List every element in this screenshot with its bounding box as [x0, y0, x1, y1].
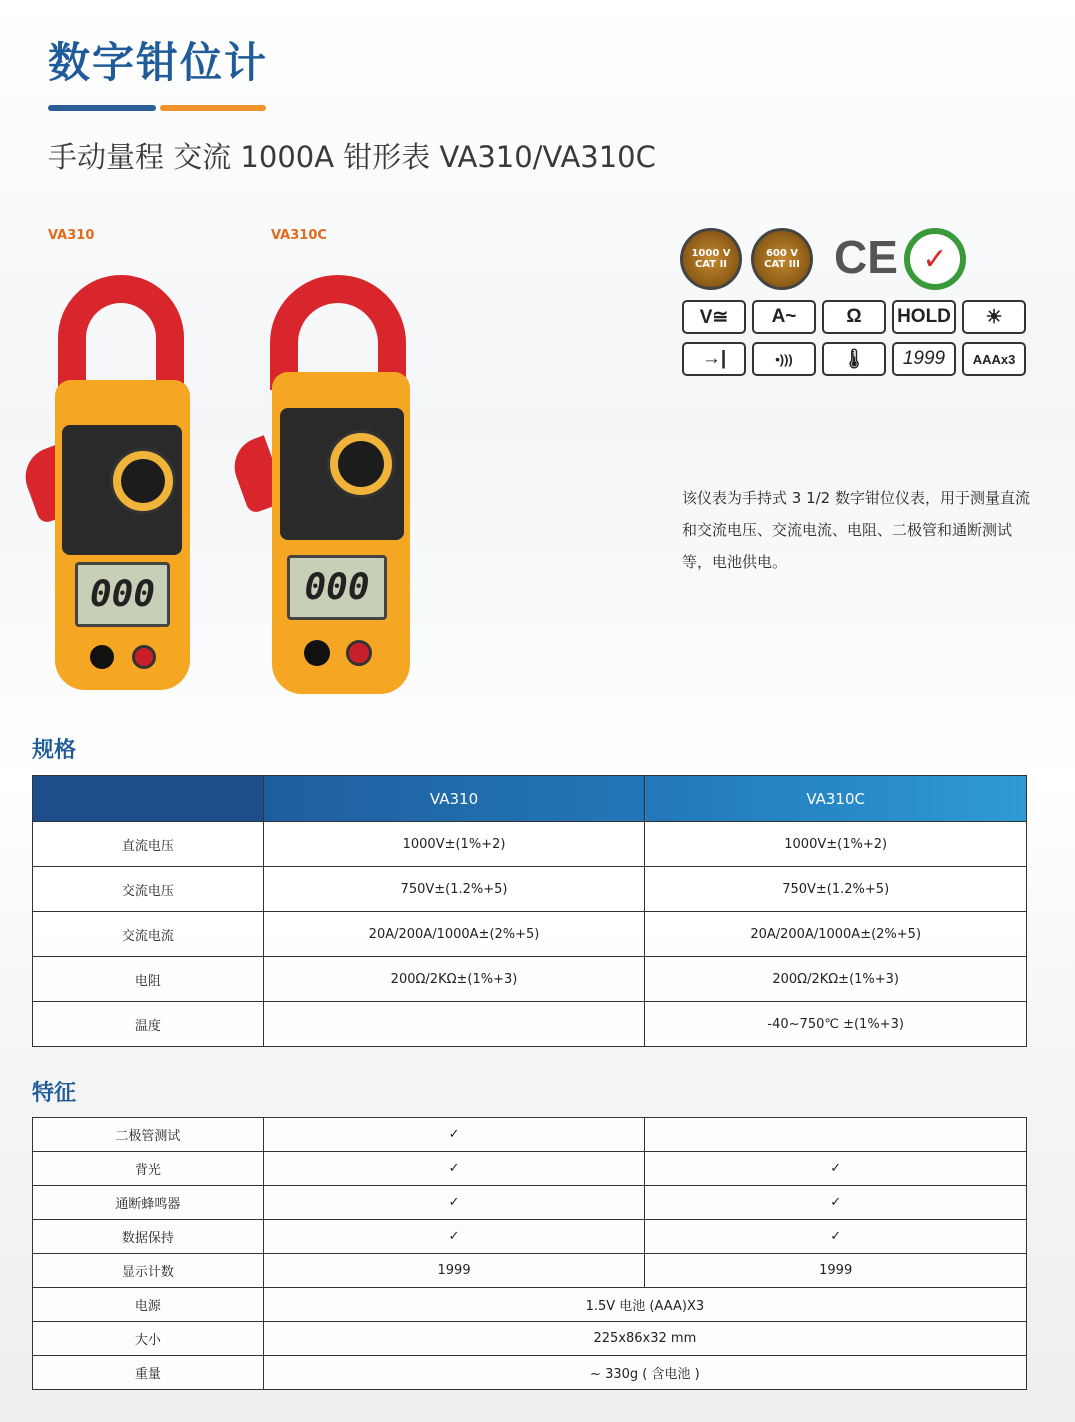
cell-va310c: ✓	[645, 1186, 1027, 1220]
battery-icon: AAAx3	[962, 342, 1026, 376]
cell-va310: 200Ω/2KΩ±(1%+3)	[263, 957, 645, 1002]
lcd-display: 000	[75, 562, 170, 627]
backlight-icon: ☀	[962, 300, 1026, 334]
cell-va310c: ✓	[645, 1220, 1027, 1254]
cell-shared: 1.5V 电池 (AAA)X3	[263, 1288, 1026, 1322]
safety-cat3-badge: 600 V CAT III	[751, 228, 813, 290]
safety-cat2-badge: 1000 V CAT II	[680, 228, 742, 290]
cell-va310: 1000V±(1%+2)	[263, 822, 645, 867]
diode-icon: →|	[682, 342, 746, 376]
features-heading: 特征	[32, 1081, 77, 1106]
product-image-va310c	[232, 270, 432, 700]
cell-va310: 750V±(1.2%+5)	[263, 867, 645, 912]
cell-va310c: 1000V±(1%+2)	[645, 822, 1027, 867]
row-label: 数据保持	[33, 1220, 264, 1254]
row-label: 显示计数	[33, 1254, 264, 1288]
dc-voltage-icon: V≅	[682, 300, 746, 334]
table-row	[33, 822, 1027, 867]
cell-va310c: 20A/200A/1000A±(2%+5)	[645, 912, 1027, 957]
cell-va310: ✓	[263, 1152, 645, 1186]
table-row	[33, 1152, 1027, 1186]
specs-table	[32, 775, 1027, 1047]
ac-current-icon: A~	[752, 300, 816, 334]
resistance-icon: Ω	[822, 300, 886, 334]
table-header-row	[33, 776, 1027, 822]
cell-va310c: 1999	[645, 1254, 1027, 1288]
row-label: 大小	[33, 1322, 264, 1356]
cell-va310	[263, 1002, 645, 1047]
table-row	[33, 867, 1027, 912]
rotary-dial	[327, 430, 395, 498]
header-cell	[33, 776, 264, 822]
title-underline-blue	[48, 105, 156, 111]
row-label: 直流电压	[33, 822, 264, 867]
rotary-dial	[110, 448, 176, 514]
cell-va310c: -40~750℃ ±(1%+3)	[645, 1002, 1027, 1047]
table-row	[33, 1254, 1027, 1288]
table-row	[33, 1322, 1027, 1356]
page-title: 数字钳位计	[48, 38, 269, 87]
row-label: 交流电流	[33, 912, 264, 957]
cell-va310c	[645, 1118, 1027, 1152]
table-row	[33, 1220, 1027, 1254]
row-label: 温度	[33, 1002, 264, 1047]
model-label-va310c: VA310C	[271, 228, 327, 243]
lcd-display: 000	[287, 555, 387, 620]
row-label: 电源	[33, 1288, 264, 1322]
cell-va310c: 200Ω/2KΩ±(1%+3)	[645, 957, 1027, 1002]
header-cell: VA310C	[645, 776, 1027, 822]
display-count-icon: 1999	[892, 342, 956, 376]
com-jack	[304, 640, 330, 666]
continuity-icon: •)))	[752, 342, 816, 376]
page-subtitle: 手动量程 交流 1000A 钳形表 VA310/VA310C	[48, 140, 656, 174]
table-row	[33, 1288, 1027, 1322]
v-ohm-jack	[346, 640, 372, 666]
rohs-weee-icon: ✓	[904, 228, 966, 290]
table-row	[33, 1356, 1027, 1390]
cell-va310c: ✓	[645, 1152, 1027, 1186]
table-row	[33, 1118, 1027, 1152]
row-label: 通断蜂鸣器	[33, 1186, 264, 1220]
row-label: 背光	[33, 1152, 264, 1186]
cell-shared: 225x86x32 mm	[263, 1322, 1026, 1356]
ce-mark-icon: CE	[834, 231, 898, 283]
model-label-va310: VA310	[48, 228, 95, 243]
row-label: 二极管测试	[33, 1118, 264, 1152]
features-table	[32, 1117, 1027, 1390]
com-jack	[90, 645, 114, 669]
cell-shared: ~ 330g ( 含电池 )	[263, 1356, 1026, 1390]
table-row	[33, 1186, 1027, 1220]
thermometer-icon: 🌡	[822, 342, 886, 376]
table-row	[33, 912, 1027, 957]
row-label: 交流电压	[33, 867, 264, 912]
product-image-va310	[20, 270, 220, 700]
product-description: 该仪表为手持式 3 1/2 数字钳位仪表，用于测量直流和交流电压、交流电流、电阻、二极管和通断测试等，电池供电。	[682, 489, 1030, 571]
row-label: 重量	[33, 1356, 264, 1390]
cell-va310: ✓	[263, 1118, 645, 1152]
clamp-jaw	[58, 275, 184, 390]
cell-va310c: 750V±(1.2%+5)	[645, 867, 1027, 912]
title-underline-orange	[160, 105, 266, 111]
row-label: 电阻	[33, 957, 264, 1002]
cell-va310: 20A/200A/1000A±(2%+5)	[263, 912, 645, 957]
cell-va310: ✓	[263, 1220, 645, 1254]
table-row	[33, 1002, 1027, 1047]
hold-icon: HOLD	[892, 300, 956, 334]
specs-heading: 规格	[32, 738, 77, 763]
header-cell: VA310	[263, 776, 645, 822]
cell-va310: ✓	[263, 1186, 645, 1220]
table-row	[33, 957, 1027, 1002]
v-ohm-jack	[132, 645, 156, 669]
cell-va310: 1999	[263, 1254, 645, 1288]
